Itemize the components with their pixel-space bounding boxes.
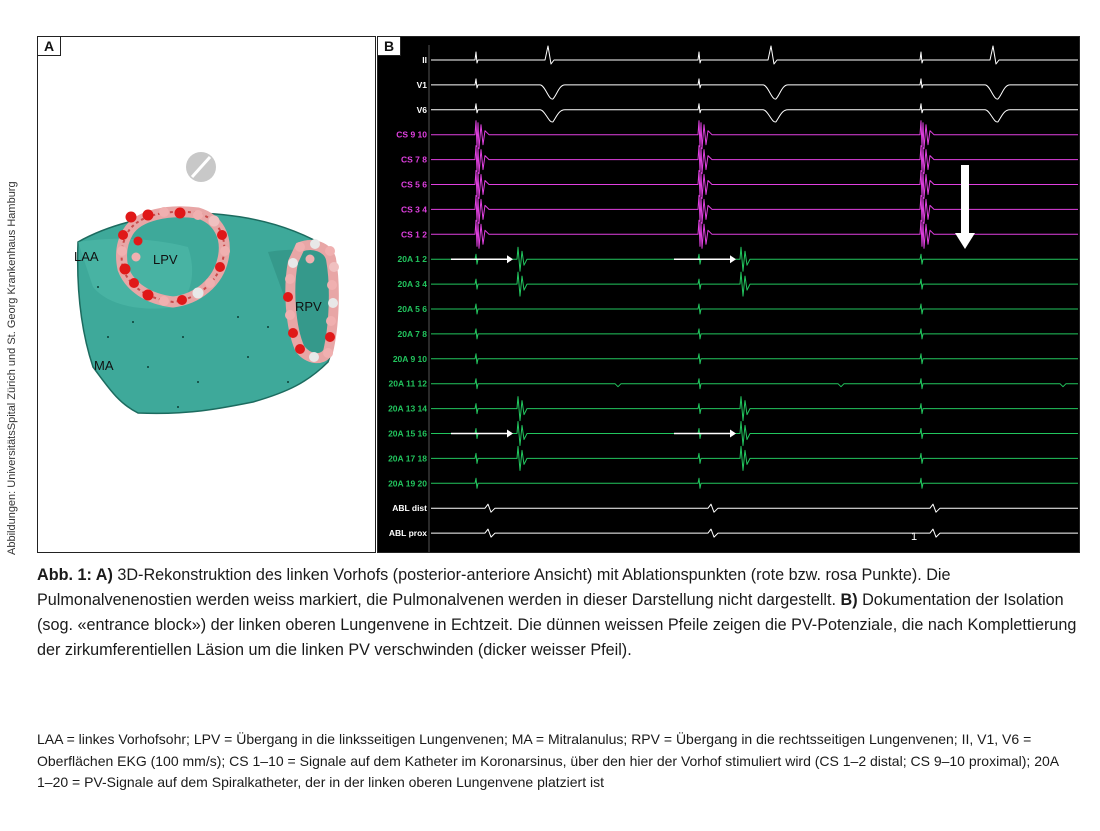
- channel-trace: [431, 79, 1078, 99]
- channel-label: 20A 3 4: [397, 279, 427, 290]
- pv-potential-arrow: [451, 255, 513, 263]
- channel-label: 20A 5 6: [397, 304, 427, 314]
- orientation-icon: [186, 152, 216, 182]
- channel-label: CS 3 4: [401, 204, 427, 215]
- caption-a-text: 3D-Rekonstruktion des linken Vorhofs (posterior-anteriore Ansicht) mit Ablationspunkten (rote bzw. rosa Punkte). Die Pulmonalvenenostien werden weiss markiert, die Pulmonalvenen werden in dieser Darstellung nicht dargestellt.: [37, 566, 951, 609]
- entrance-block-arrow: [955, 165, 975, 249]
- channel-label: 20A 19 20: [388, 478, 427, 489]
- channel-trace: [431, 529, 1078, 537]
- channel-trace: [431, 121, 1078, 149]
- abbreviations-legend: LAA = linkes Vorhofsohr; LPV = Übergang in die linksseitigen Lungenvenen; MA = Mitralanulus; RPV = Übergang in die rechtsseitigen Lungenvenen; II, V1, V6 = Oberflächen EKG (100 mm/s); CS 1–10 = Signale auf dem Katheter im Koronarsinus, über den hier der Vorhof stimuliert wird (CS 1–2 distal; CS 9–10 proximal); 20A 1–20 = PV-Signale auf dem Spiralkatheter, der in der linken oberen Lungenvene platziert ist: [37, 731, 1059, 790]
- channel-trace: [431, 304, 1078, 314]
- channel-label: 20A 17 18: [388, 453, 427, 464]
- channel-trace: [431, 446, 1078, 470]
- panel-a-3d-reconstruction: [37, 36, 376, 553]
- channel-trace: [431, 504, 1078, 512]
- pv-potential-arrow: [674, 255, 736, 263]
- channel-trace: [431, 220, 1078, 248]
- label-ma: MA: [94, 358, 114, 373]
- channel-trace: [431, 379, 1078, 389]
- channel-label: 20A 13 14: [388, 403, 427, 414]
- panel-b-electrograms: [377, 36, 1080, 553]
- channel-label: CS 1 2: [401, 229, 427, 240]
- channel-label: ABL dist: [392, 503, 427, 514]
- channel-label: 20A 15 16: [388, 428, 427, 439]
- channel-trace: [431, 422, 1078, 446]
- label-laa: LAA: [74, 249, 99, 264]
- channel-trace: [431, 397, 1078, 421]
- channel-label: 20A 7 8: [397, 328, 427, 339]
- channel-label: V1: [416, 79, 427, 90]
- caption-a-label: A): [95, 566, 113, 584]
- channel-trace: [431, 104, 1078, 122]
- label-lpv: LPV: [153, 252, 178, 267]
- channel-trace: [431, 329, 1078, 339]
- channel-trace: [431, 478, 1078, 488]
- pv-potential-arrow: [674, 430, 736, 438]
- channel-label: CS 9 10: [396, 129, 427, 140]
- channel-trace: [431, 146, 1078, 174]
- panel-b-label: B: [378, 37, 401, 56]
- channel-trace: [431, 46, 1078, 64]
- channel-label: 20A 9 10: [392, 353, 427, 364]
- channel-label: 20A 11 12: [388, 378, 427, 389]
- pv-potential-arrow: [451, 430, 513, 438]
- channel-trace: [431, 272, 1078, 296]
- channel-trace: [431, 354, 1078, 364]
- left-atrium-3d-model: [38, 37, 376, 553]
- caption-figure-number: Abb. 1:: [37, 566, 96, 584]
- time-marker: 1: [911, 531, 918, 543]
- caption-b-text: Dokumentation der Isolation (sog. «entrance block») der linken oberen Lungenvene in Echtzeit. Die dünnen weissen Pfeile zeigen die PV-Potenziale, die nach Komplettierung der zirkumferentiellen Läsion um die linken PV verschwinden (dicker weisser Pfeil).: [37, 591, 1077, 659]
- electrogram-tracings: [378, 37, 1080, 553]
- image-credit-text: Abbildungen: UniversitätsSpital Zürich und St. Georg Krankenhaus Hamburg: [6, 181, 18, 555]
- label-rpv: RPV: [295, 299, 322, 314]
- channel-trace: [431, 171, 1078, 199]
- channel-trace: [431, 195, 1078, 223]
- panel-a-label: A: [38, 37, 61, 56]
- channel-label: ABL prox: [388, 528, 427, 539]
- figure-caption: [37, 563, 1077, 663]
- caption-b-label: B): [840, 591, 858, 609]
- channel-label: 20A 1 2: [397, 254, 427, 265]
- channel-trace: [431, 247, 1078, 271]
- channel-label: II: [422, 55, 427, 65]
- channel-label: CS 7 8: [401, 154, 427, 165]
- channel-label: CS 5 6: [401, 179, 427, 190]
- channel-label: V6: [416, 104, 427, 115]
